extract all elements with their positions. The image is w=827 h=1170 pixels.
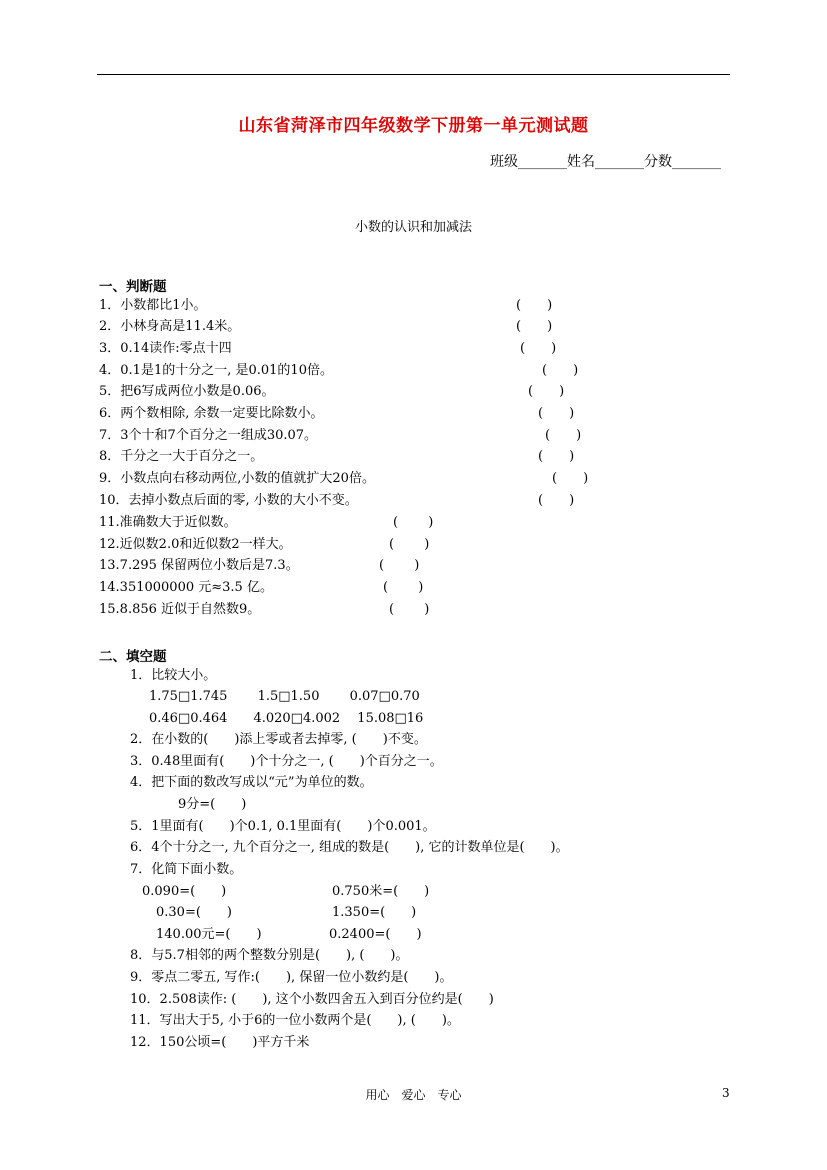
section-heading-judgement: 一、判断题 [99, 279, 167, 295]
header-rule [97, 74, 730, 75]
question-line: 9．零点二零五, 写作:( ), 保留一位小数约是( )。 [130, 970, 453, 985]
answer-blank: ( ) [389, 537, 430, 552]
sub-question: 0.750米=( ) [332, 884, 430, 899]
page-footer: 用心 爱心 专心 [365, 1088, 462, 1102]
sub-question: 0.2400=( ) [329, 927, 422, 942]
judgement-item: 11.准确数大于近似数。 [99, 515, 237, 530]
question-line: 12．150公顷=( )平方千米 [130, 1035, 310, 1050]
question-line: 1．比较大小。 [130, 668, 217, 683]
question-line: 6．4个十分之一, 九个百分之一, 组成的数是( ), 它的计数单位是( )。 [130, 840, 569, 855]
compare-row: 1.75□1.745 1.5□1.50 0.07□0.70 [149, 689, 420, 704]
question-line: 5．1里面有( )个0.1, 0.1里面有( )个0.001。 [130, 819, 436, 834]
question-line: 3．0.48里面有( )个十分之一, ( )个百分之一。 [130, 754, 443, 769]
judgement-item: 2．小林身高是11.4米。 [99, 319, 241, 334]
page-number: 3 [722, 1086, 730, 1100]
judgement-item: 3．0.14读作:零点十四 [99, 341, 232, 356]
judgement-item: 13.7.295 保留两位小数后是7.3。 [99, 558, 299, 573]
section-heading-fill-in: 二、填空题 [99, 649, 167, 665]
judgement-item: 12.近似数2.0和近似数2一样大。 [99, 537, 292, 552]
question-line: 10．2.508读作: ( ), 这个小数四舍五入到百分位约是( ) [130, 992, 494, 1007]
page-title: 山东省菏泽市四年级数学下册第一单元测试题 [238, 116, 589, 136]
question-line: 4．把下面的数改写成以“元”为单位的数。 [130, 775, 373, 790]
judgement-item: 4．0.1是1的十分之一, 是0.01的10倍。 [99, 363, 333, 378]
answer-blank: ( ) [538, 449, 575, 464]
student-info-line: 班级_______姓名_______分数_______ [490, 154, 721, 170]
answer-blank: ( ) [520, 341, 557, 356]
question-line: 11．写出大于5, 小于6的一位小数两个是( ), ( )。 [130, 1013, 460, 1028]
answer-blank: ( ) [393, 515, 434, 530]
answer-blank: ( ) [538, 406, 575, 421]
judgement-item: 5．把6写成两位小数是0.06。 [99, 384, 275, 399]
judgement-item: 10．去掉小数点后面的零, 小数的大小不变。 [99, 493, 358, 508]
judgement-item: 7．3个十和7个百分之一组成30.07。 [99, 428, 318, 443]
subtitle: 小数的认识和加减法 [354, 220, 472, 235]
question-line: 2．在小数的( )添上零或者去掉零, ( )不变。 [130, 732, 427, 747]
sub-question: 9分=( ) [178, 797, 247, 812]
judgement-item: 15.8.856 近似于自然数9。 [99, 602, 261, 617]
sub-question: 140.00元=( ) [156, 927, 262, 942]
compare-row: 0.46□0.464 4.020□4.002 15.08□16 [149, 711, 424, 726]
answer-blank: ( ) [545, 428, 582, 443]
judgement-item: 1．小数都比1小。 [99, 298, 207, 313]
answer-blank: ( ) [528, 384, 565, 399]
judgement-item: 9．小数点向右移动两位,小数的值就扩大20倍。 [99, 471, 375, 486]
judgement-item: 8．千分之一大于百分之一。 [99, 449, 264, 464]
question-line: 7．化简下面小数。 [130, 862, 243, 877]
answer-blank: ( ) [538, 493, 575, 508]
answer-blank: ( ) [552, 471, 589, 486]
sub-question: 0.090=( ) [142, 884, 227, 899]
answer-blank: ( ) [379, 558, 420, 573]
answer-blank: ( ) [516, 319, 553, 334]
answer-blank: ( ) [542, 363, 579, 378]
judgement-item: 6．两个数相除, 余数一定要比除数小。 [99, 406, 324, 421]
sub-question: 1.350=( ) [332, 905, 417, 920]
answer-blank: ( ) [516, 298, 553, 313]
answer-blank: ( ) [389, 602, 430, 617]
judgement-item: 14.351000000 元≈3.5 亿。 [99, 580, 273, 595]
answer-blank: ( ) [383, 580, 424, 595]
sub-question: 0.30=( ) [156, 905, 232, 920]
question-line: 8．与5.7相邻的两个整数分别是( ), ( )。 [130, 948, 409, 963]
